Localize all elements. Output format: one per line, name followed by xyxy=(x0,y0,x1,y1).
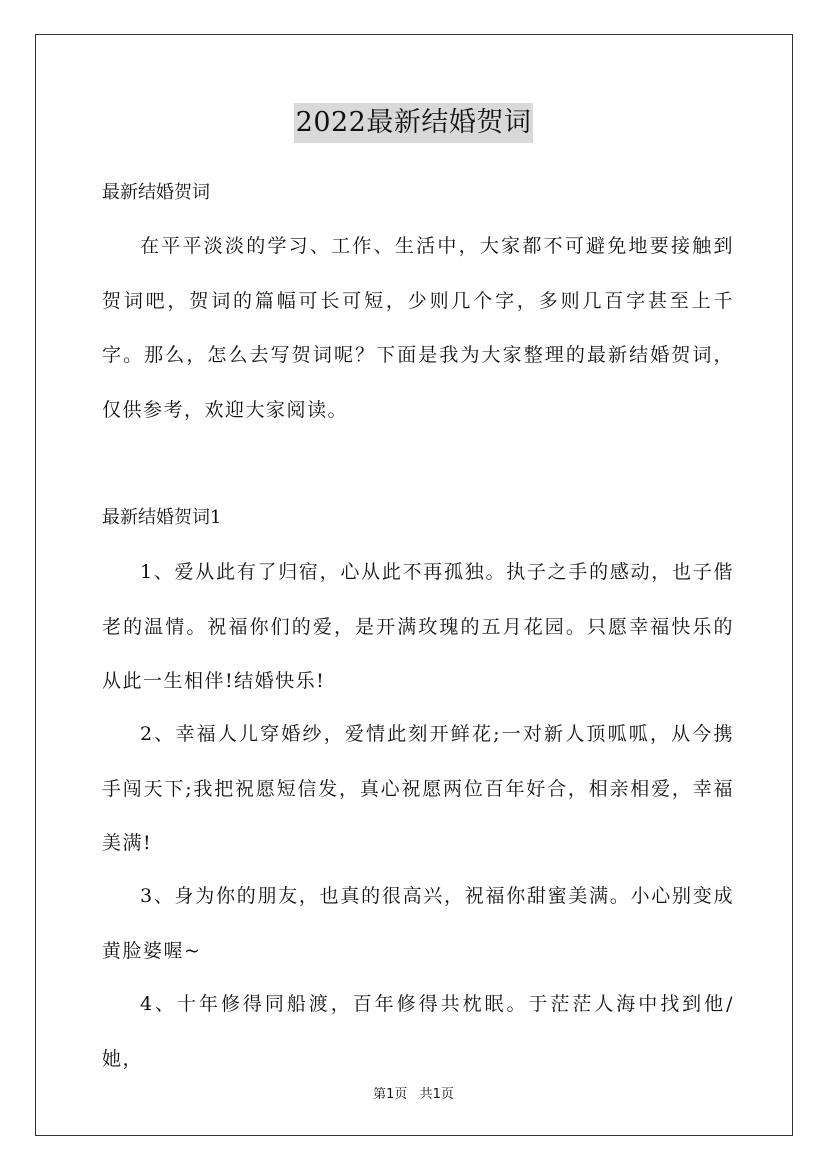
list-item-3: 3、身为你的朋友，也真的很高兴，祝福你甜蜜美满。小心别变成黄脸婆喔~ xyxy=(102,885,734,962)
document-subtitle: 最新结婚贺词 xyxy=(102,182,210,203)
intro-paragraph: 在平平淡淡的学习、工作、生活中，大家都不可避免地要接触到贺词吧，贺词的篇幅可长可短，少则几个字，多则几百字甚至上千字。那么，怎么去写贺词呢？下面是我为大家整理的最新结婚贺词，仅供参考，欢迎大家阅读。 xyxy=(102,235,734,421)
list-item-2: 2、幸福人儿穿婚纱，爱情此刻开鲜花;一对新人顶呱呱，从今携手闯天下;我把祝愿短信发，真心祝愿两位百年好合，相亲相爱，幸福美满! xyxy=(102,723,734,854)
document-title: 2022最新结婚贺词 xyxy=(294,103,534,143)
page-footer xyxy=(0,1083,827,1102)
list-item-1: 1、爱从此有了归宿，心从此不再孤独。执子之手的感动，也子偕老的温情。祝福你们的爱，是开满玫瑰的五月花园。只愿幸福快乐的从此一生相伴!结婚快乐! xyxy=(102,561,734,692)
title-container xyxy=(0,103,827,143)
list-item-4: 4、十年修得同船渡，百年修得共枕眠。于茫茫人海中找到他/她， xyxy=(102,993,734,1070)
page-total: 共1页 xyxy=(419,1087,454,1102)
section-heading: 最新结婚贺词1 xyxy=(102,507,222,528)
page-number: 第1页 xyxy=(373,1087,408,1102)
